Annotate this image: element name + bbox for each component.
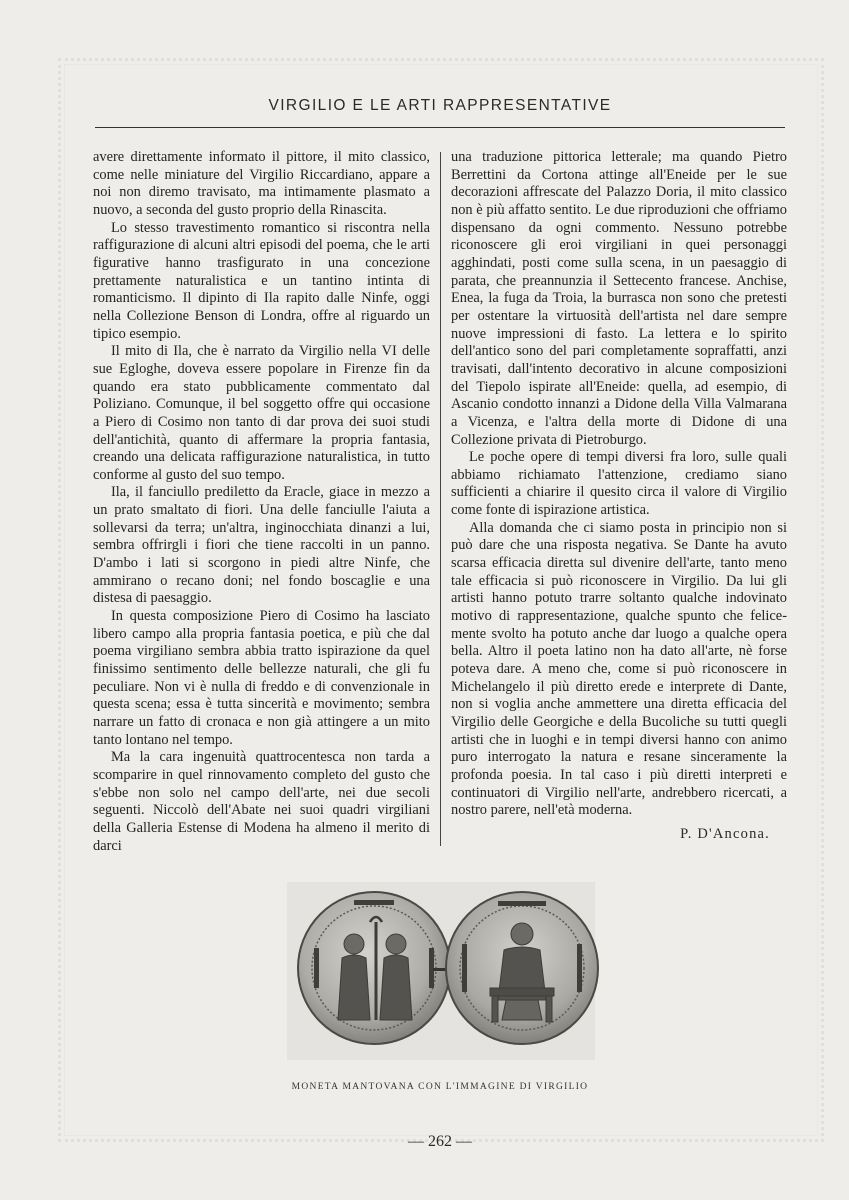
paragraph: Le poche opere di tempi diversi fra loro, sulle quali abbiamo richiamato l'attenzione, crediamo siano sufficienti a chiarire il quesito circa il valore di Virgilio come fonte di ispirazione artistica. — [451, 449, 787, 519]
left-text-column — [93, 149, 430, 855]
right-text-column — [451, 149, 787, 820]
paragraph: In questa composizione Piero di Cosimo ha lasciato libero campo alla propria fantasia poetica, e più che dal poema virgiliano sembra abbia tratto ispirazione da quel finissimo sentimento delle bellezze naturali, che gli fu peculiare. Non vi è nulla di freddo e di convenzionale in questa scena; essa è tutta sincerità e movimento; sembra narrare un fatto di cronaca e non già attingere a un mito tanto lontano nel tempo. — [93, 608, 430, 748]
paragraph: Alla domanda che ci siamo posta in principio non si può dare che una risposta negativa. Se Dante ha avuto scarsa efficacia diretta sul divenire dell'arte, tanto meno tale efficacia si può riconoscere in Virgilio. Da lui gli artisti hanno potuto trarre soltanto qualche indovinato motivo di rappresentazione, qualche spunto che felicemente svolto ha potuto anche dar luogo a qualche opera bella. Altro il poeta latino non ha dato all'arte, nè forse poteva dare. A meno che, come si può riconoscere in Michelangelo il più diretto erede e interprete di Dante, non si voglia anche ammettere una diretta efficacia del Virgilio delle Georgiche e della Bucoliche su tutti quegli artisti che in luoghi e in tempi diversi hanno con animo puro interrogato la natura e resane sinceramente la profonda poesia. In tal caso i più diretti interpreti e continuatori di Virgilio nell'arte, andrebbero ricercati, a nostro parere, nell'età moderna. — [451, 519, 787, 819]
paragraph: Lo stesso travestimento romantico si riscontra nella raffigurazione di alcuni altri episodi del poema, che le arti figurative hanno trasfigurato in una concezione prettamente naturalistica e un tantino intinta di romanticismo. Il dipinto di Ila rapito dalle Ninfe, oggi nella Collezione Benson di Londra, offre al riguardo un tipico esempio. — [93, 219, 430, 342]
paragraph: avere direttamente informato il pittore, il mito classico, come nelle miniature del Virgilio Riccardiano, appare a noi non diremo travisato, ma intimamente plasmato a nuovo, a seconda del gusto proprio della Rinascita. — [93, 149, 430, 218]
figure-caption: MONETA MANTOVANA CON L'IMMAGINE DI VIRGILIO — [291, 1082, 589, 1092]
paragraph: una traduzione pittorica letterale; ma quando Pietro Berrettini da Cortona attinge all'Eneide per le sue decorazioni affrescate del Palazzo Doria, il mito classico non è più affatto sentito. Le due riproduzioni che offriamo dispensano da ogni commento. Nessuno potrebbe riconoscere gli eroi virgiliani in quei personaggi agghindati, posti come sulla scena, in un paesaggio di parata, che preannunzia il Settecento francese. Anchise, Enea, la fuga da Troia, la burrasca non sono che pretesti per ostentare la virtuosità dell'artista nel dare sempre nuove impressioni di fasto. La lettera e lo spirito dell'antico sono del pari completamente sopraffatti, anzi travisati, dall'intento decorativo in alcune composizioni del Tiepolo ispirate all'Eneide: quella, ad esempio, di Ascanio condotto innanzi a Didone della Villa Valmarana a Vicenza, e l'altra della morte di Didone di una Collezione privata di Pietroburgo. — [451, 149, 787, 448]
running-head: VIRGILIO E LE ARTI RAPPRESENTATIVE — [268, 97, 612, 114]
coin-reverse-image — [442, 888, 602, 1048]
coin-illustration — [287, 882, 595, 1060]
paragraph: Ma la cara ingenuità quattrocentesca non tarda a scomparire in quel rinnovamento completo del gusto che s'ebbe non solo nel campo dell'arte, nei due secoli seguenti. Niccolò dell'Abate nei suoi quadri virgiliani della Galleria Estense di Modena ha almeno il merito di darci — [93, 749, 430, 854]
paragraph: Ila, il fanciullo prediletto da Eracle, giace in mezzo a un prato smaltato di fiori. Una delle fanciulle l'aiuta a sollevarsi da terra; un'altra, inginocchiata dinanzi a lui, sembra offrirgli i fiori che tiene raccolti in un panno. D'ambo i lati si scorgono in piedi altre Ninfe, che ammirano o recano doni; nel fondo boscaglie e una distesa di paesaggio. — [93, 484, 430, 607]
author-signature: P. D'Ancona. — [680, 826, 770, 842]
header-rule — [95, 127, 785, 128]
column-divider — [440, 152, 441, 846]
page-number: — 262 — — [408, 1133, 472, 1150]
coin-obverse-image — [294, 888, 454, 1048]
paragraph: Il mito di Ila, che è narrato da Virgilio nella VI delle sue Egloghe, doveva essere popolare in Firenze fin da quando era stato pubblicamente commentato dal Poliziano. Comunque, il bel soggetto offre qui occasione a Piero di Cosimo non tanto di dar prova dei suoi studi dell'antichità, quanto di affermare la propria fantasia, creando una delicata raffigurazione naturalistica, in tutto conforme al gusto del suo tempo. — [93, 343, 430, 483]
